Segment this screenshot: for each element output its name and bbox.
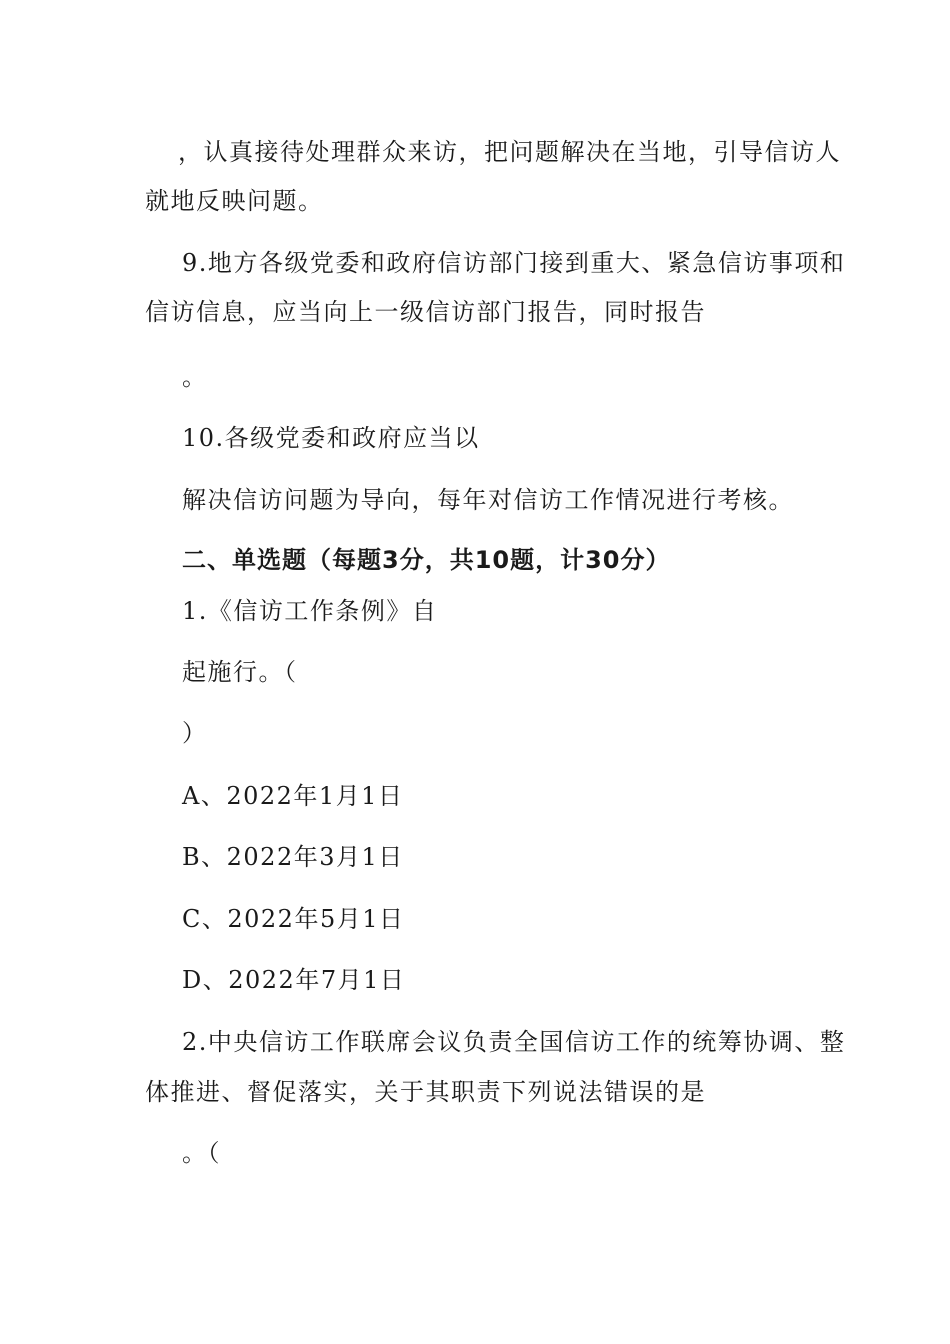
option-c: C、2022年5月1日 xyxy=(182,905,405,933)
question-1-line: 1.《信访工作条例》自 xyxy=(182,597,438,625)
question-10-line: 解决信访问题为导向，每年对信访工作情况进行考核。 xyxy=(182,486,794,514)
question-2-line: 2.中央信访工作联席会议负责全国信访工作的统筹协调、整 xyxy=(182,1028,846,1056)
option-b: B、2022年3月1日 xyxy=(182,843,404,871)
blank-end-mark: 。 xyxy=(182,363,208,391)
question-9-line: 9.地方各级党委和政府信访部门接到重大、紧急信访事项和 xyxy=(182,249,846,277)
question-10-line: 10.各级党委和政府应当以 xyxy=(182,424,480,452)
paragraph-line: 就地反映问题。 xyxy=(145,187,324,215)
option-a: A、2022年1月1日 xyxy=(182,782,404,810)
question-1-line: ） xyxy=(182,719,208,747)
question-2-line: 。（ xyxy=(182,1139,221,1167)
question-9-line: 信访信息，应当向上一级信访部门报告，同时报告 xyxy=(145,298,706,326)
question-2-line: 体推进、督促落实，关于其职责下列说法错误的是 xyxy=(145,1078,706,1106)
option-d: D、2022年7月1日 xyxy=(182,966,406,994)
question-1-line: 起施行。（ xyxy=(182,658,298,686)
section-heading: 二、单选题（每题3分，共10题，计30分） xyxy=(182,546,671,574)
paragraph-line: ，认真接待处理群众来访，把问题解决在当地，引导信访人 xyxy=(178,138,841,166)
